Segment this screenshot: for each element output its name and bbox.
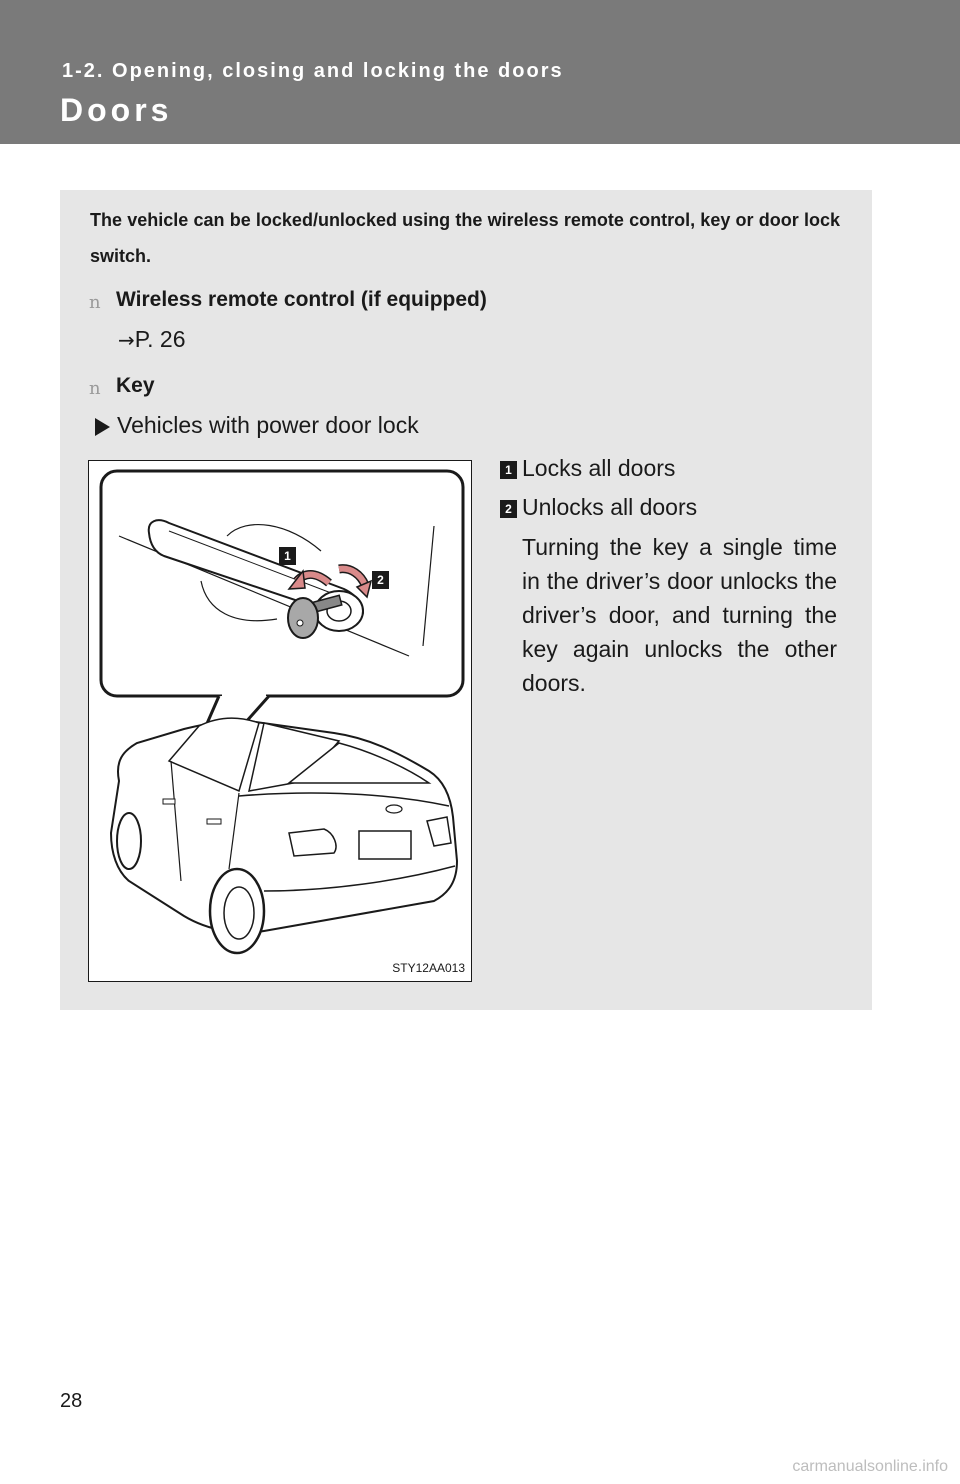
description-badge-2: 2 <box>500 500 517 518</box>
description-lock: Locks all doors <box>522 455 676 481</box>
page-reference <box>118 326 186 353</box>
page-number: 28 <box>60 1390 83 1412</box>
bullet-marker: n <box>89 378 101 399</box>
callout-badge-1: 1 <box>279 547 296 565</box>
car-door-lock-drawing <box>89 461 473 983</box>
unlock-note: Turning the key a single time in the driver’s door unlocks the driver’s door, and turning the key again unlocks the other doors. <box>522 534 837 696</box>
figure-code: STY12AA013 <box>392 961 465 975</box>
description-badge-1: 1 <box>500 461 517 479</box>
callout-badge-2: 2 <box>372 571 389 589</box>
heading-key: Key <box>116 374 155 397</box>
page-title: Doors <box>60 92 173 128</box>
triangle-bullet-icon <box>95 418 110 436</box>
description-unlock: Unlocks all doors <box>522 494 698 520</box>
key-door-illustration <box>88 460 472 982</box>
page-header <box>0 0 960 144</box>
heading-wireless-remote: Wireless remote control (if equipped) <box>116 288 487 311</box>
intro-text: The vehicle can be locked/unlocked using the wireless remote control, key or door lock switch. <box>90 210 840 266</box>
watermark: carmanualsonline.info <box>792 1458 948 1475</box>
subheading-power-door-lock: Vehicles with power door lock <box>117 412 419 438</box>
bullet-marker: n <box>89 292 101 313</box>
right-arrow-icon: → <box>118 328 135 352</box>
page-reference-text: P. 26 <box>134 326 186 352</box>
section-label: 1-2. Opening, closing and locking the doors <box>62 60 564 82</box>
